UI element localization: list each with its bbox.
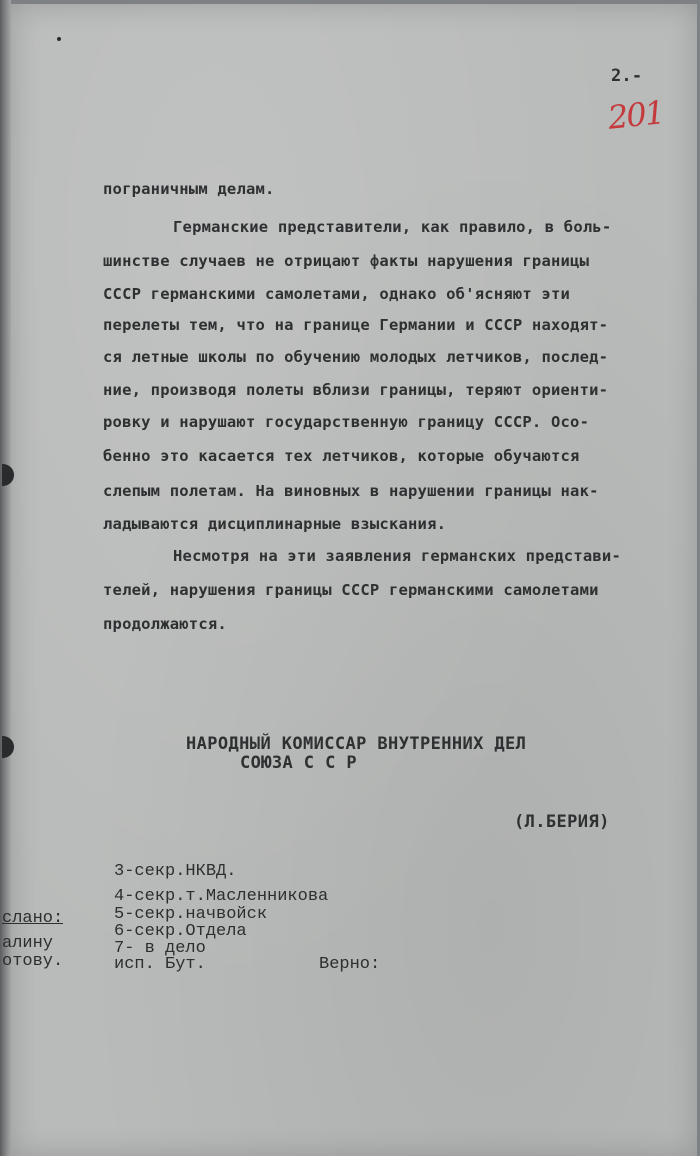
body-line: СССР германскими самолетами, однако об'ясняют эти bbox=[103, 285, 571, 303]
archive-folio-number: 201 bbox=[606, 93, 665, 137]
distribution-line: 4-секр.т.Масленникова bbox=[114, 887, 329, 906]
body-line: продолжаются. bbox=[103, 615, 227, 633]
body-line: Несмотря на эти заявления германских представи- bbox=[173, 547, 621, 565]
executor-line: исп. Бут. bbox=[114, 955, 206, 974]
signature-title-line1: НАРОДНЫЙ КОМИССАР ВНУТРЕННИХ ДЕЛ bbox=[186, 734, 527, 754]
body-line: Германские представители, как правило, в боль- bbox=[173, 218, 612, 236]
body-line: шинстве случаев не отрицают факты нарушения границы bbox=[103, 252, 590, 270]
body-line: ладываются дисциплинарные взыскания. bbox=[103, 515, 447, 533]
body-line: перелеты тем, что на границе Германии и СССР находят- bbox=[103, 316, 609, 334]
verno-mark: Верно: bbox=[319, 955, 381, 974]
signature-title-line2: СОЮЗА С С Р bbox=[240, 753, 357, 773]
paper-sheet bbox=[11, 4, 697, 1156]
page-number: 2.- bbox=[611, 66, 643, 86]
margin-fragment: алину bbox=[2, 934, 54, 953]
body-line: слепым полетам. На виновных в нарушении границы нак- bbox=[103, 482, 599, 500]
distribution-line: 6-секр.Отдела bbox=[114, 922, 247, 941]
body-line: ровку и нарушают государственную границу СССР. Осо- bbox=[103, 413, 590, 431]
margin-fragment: слано: bbox=[2, 909, 64, 928]
signatory-name: (Л.БЕРИЯ) bbox=[514, 812, 610, 832]
distribution-line: 7- в дело bbox=[114, 939, 206, 958]
binding-edge bbox=[0, 0, 11, 1156]
body-line: телей, нарушения границы СССР германскими самолетами bbox=[103, 581, 599, 599]
body-line: пограничным делам. bbox=[103, 180, 275, 198]
body-line: ние, производя полеты вблизи границы, теряют ориенти- bbox=[103, 381, 609, 399]
body-line: бенно это касается тех летчиков, которые обучаются bbox=[103, 447, 580, 465]
distribution-line: 3-секр.НКВД. bbox=[114, 862, 237, 881]
margin-fragment: отову. bbox=[2, 952, 64, 971]
distribution-line: 5-секр.начвойск bbox=[114, 905, 268, 924]
ink-speck bbox=[57, 37, 61, 41]
body-line: ся летные школы по обучению молодых летчиков, послед- bbox=[103, 348, 609, 366]
